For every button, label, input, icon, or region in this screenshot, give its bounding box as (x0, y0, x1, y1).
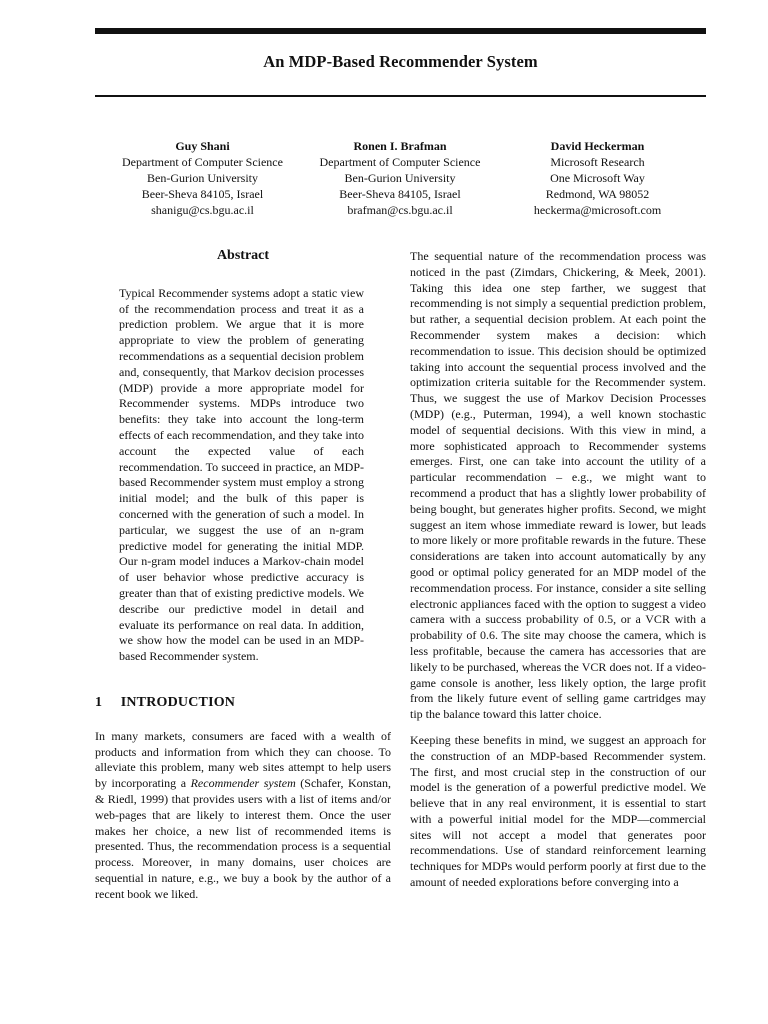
author-1 (100, 138, 305, 218)
abstract-text: Typical Recommender systems adopt a static view of the recommendation process and treat it as a prediction problem. We argue that it is more appropriate to view the problem of generating recommendations as a sequential decision problem and, consequently, that Markov decision processes (MDP) provide a more appropriate model for Recommender systems. MDPs introduce two benefits: they take into account the long-term effects of each recommendation, and they take into account the expected value of each recommendation. To succeed in practice, an MDP-based Recommender system must employ a strong initial model; and the bulk of this paper is concerned with the generation of such a model. In particular, we suggest the use of an n-gram predictive model for generating the initial MDP. Our n-gram model induces a Markov-chain model of user behavior whose predictive accuracy is greater than that of existing predictive models. We describe our predictive model in detail and evaluate its performance on real data. In addition, we show how the model can be used in an MDP-based Recommender system. (119, 285, 365, 664)
intro-paragraph (95, 729, 391, 903)
top-rule (95, 28, 706, 34)
author-dept: Department of Computer Science (319, 155, 481, 169)
intro-italic-term: Recommender system (190, 776, 296, 791)
author-name: David Heckerman (550, 139, 645, 153)
author-address: Redmond, WA 98052 (545, 187, 650, 201)
title-bottom-rule (95, 95, 706, 97)
author-org: Ben-Gurion University (344, 171, 456, 185)
paper-title: An MDP-Based Recommender System (263, 52, 538, 71)
section-heading (95, 695, 391, 711)
intro-text-2: (Schafer, Konstan, & Riedl, 1999) that provides users with a list of items and/or web-pages that are likely to interest them. Once the user makes her choice, a new list of recommended items is presented. Thus, the recommendation process is a sequential process. Moreover, in many domains, user choices are sequential in nature, e.g., we buy a book by the author of a recent book we liked. (95, 776, 391, 901)
author-dept: Microsoft Research (550, 155, 645, 169)
abstract-heading: Abstract (216, 248, 270, 263)
author-name: Guy Shani (175, 139, 230, 153)
author-2 (295, 138, 505, 218)
right-paragraph-1: The sequential nature of the recommendation process was noticed in the past (Zimdars, Chickering, & Meek, 2001). Taking this idea one step farther, we suggest that recommending is not simply a sequential prediction problem, but rather, a sequential decision problem. At each point the Recommender system makes a decision: which recommendation to issue. This decision should be optimized taking into account the sequential process involved and the optimization criteria suitable for the Recommender system. Thus, we suggest the use of Markov Decision Processes (MDP) (e.g., Puterman, 1994), a well known stochastic model of sequential decisions. With this view in mind, a more sophisticated approach to Recommender systems emerges. First, one can take into account the utility of a particular recommendation – e.g., we might want to recommend a product that has a slightly lower probability of being bought, but generates higher profits. Second, we might suggest an item whose immediate reward is lower, but leads to more likely or more profitable rewards in the future. These considerations are taken into account automatically by any good or optimal policy generated for an MDP model of the recommendation process. For instance, consider a site selling electronic appliances faced with the option to suggest a video camera with a success probability of 0.5, or a VCR with a probability of 0.6. The site may choose the camera, which is less profitable, because the camera has accessories that are likely to be purchased, whereas the VCR does not. If a video-game console is another, less likely option, the large profit from the likely future event of selling game cartridges may tip the balance toward this latter choice. (410, 249, 706, 722)
author-email: brafman@cs.bgu.ac.il (347, 203, 453, 217)
author-address: Beer-Sheva 84105, Israel (339, 187, 461, 201)
author-org: One Microsoft Way (550, 171, 645, 185)
section-number: 1 (95, 694, 103, 710)
intro-text-1: In many markets, consumers are faced with a wealth of products and information from which they can choose. To alleviate this problem, many web sites attempt to help users by incorporating a (95, 728, 391, 791)
author-email: shanigu@cs.bgu.ac.il (151, 203, 254, 217)
author-dept: Department of Computer Science (122, 155, 283, 169)
right-paragraph-2: Keeping these benefits in mind, we suggest an approach for the construction of an MDP-based Recommender system. The first, and most crucial step in the construction of our model is the generation of a powerful predictive model. We believe that in any real environment, it is essential to start with a powerful initial model for the MDP—commercial sites will not accept a model that generates poor recommendations. Use of standard reinforcement learning techniques for MDPs would perform poorly at first due to the amount of needed explorations before converging into a (410, 732, 706, 890)
right-column (410, 249, 706, 891)
author-address: Beer-Sheva 84105, Israel (141, 187, 264, 201)
left-column (95, 248, 391, 902)
author-email: heckerma@microsoft.com (533, 203, 662, 217)
author-name: Ronen I. Brafman (353, 139, 447, 153)
section-title: INTRODUCTION (120, 694, 236, 710)
author-org: Ben-Gurion University (147, 171, 258, 185)
author-3 (495, 138, 700, 218)
